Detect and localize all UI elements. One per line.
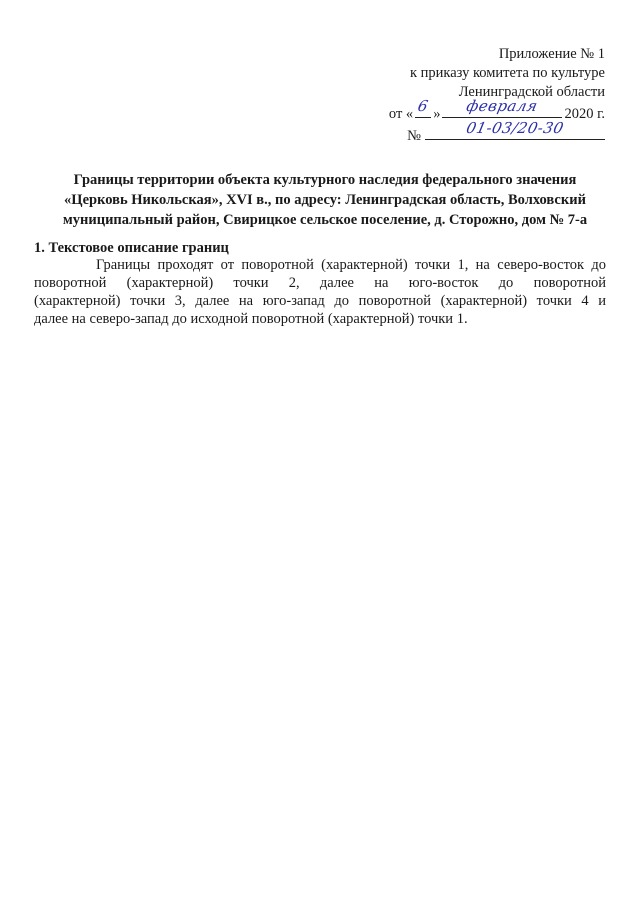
date-day-handwritten: 6 [416, 97, 431, 115]
date-month-handwritten: февраля [465, 97, 540, 115]
document-title [40, 170, 610, 230]
body-line: далее на северо-запад до исходной поворотной (характерной) точки 1. [34, 311, 468, 327]
date-day-field [415, 97, 431, 118]
date-year: 2020 г. [564, 106, 605, 122]
date-prefix: от « [388, 106, 414, 122]
appendix-header [305, 45, 605, 146]
date-mid: » [433, 106, 441, 122]
number-field [425, 119, 605, 140]
appendix-order-ref: к приказу комитета по культуре [409, 65, 605, 81]
number-prefix: № [407, 128, 421, 144]
section-body [34, 256, 606, 328]
appendix-number [305, 119, 605, 146]
body-line: (характерной) точки 3, далее на юго-запад до поворотной (характерной) точки 4 и [34, 293, 606, 309]
title-line: «Церковь Никольская», XVI в., по адресу: Ленинградская область, Волховский [64, 192, 586, 208]
body-line: поворотной (характерной) точки 2, далее на юго-восток до поворотной [34, 275, 606, 291]
number-handwritten: 01-03/20-30 [464, 119, 566, 137]
body-line: Границы проходят от поворотной (характерной) точки 1, на северо-восток до [96, 257, 606, 273]
title-line: Границы территории объекта культурного наследия федерального значения [73, 172, 577, 188]
appendix-region: Ленинградской области [458, 84, 605, 100]
date-month-field [442, 97, 562, 118]
section-heading: 1. Текстовое описание границ [34, 240, 229, 256]
title-line: муниципальный район, Свирицкое сельское поселение, д. Сторожно, дом № 7-а [62, 212, 588, 228]
appendix-title: Приложение № 1 [498, 46, 605, 62]
